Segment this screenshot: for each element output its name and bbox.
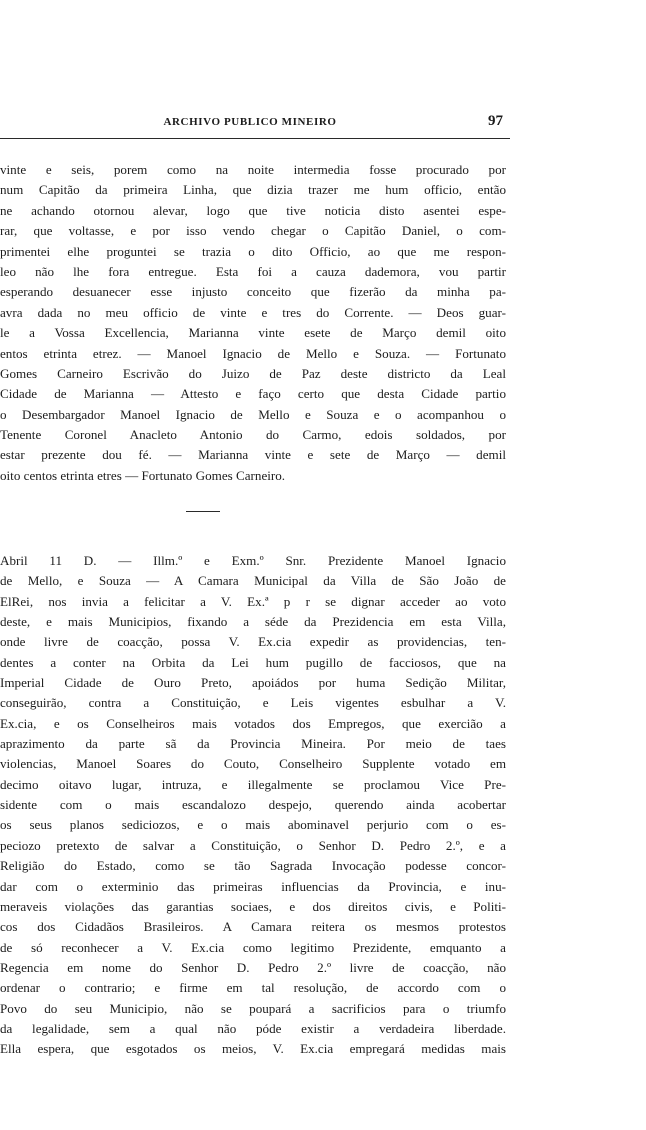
text-line: da legalidade, sem a qual não póde existir a verdadeira liberdade. [0,1020,506,1036]
text-line: decimo oitavo lugar, intruza, e illegalmente se proclamou Vice Pre- [0,776,506,792]
text-line: esperando desuanecer esse injusto conceito que fizerão da minha pa- [0,284,506,300]
text-line: dar com o exterminio das primeiras influencias da Provincia, e inu- [0,878,506,894]
text-line: primentei elhe proguntei se trazia o dito Officio, ao que me respon- [0,243,506,259]
text-line: dentes a conter na Orbita da Lei hum pugillo de facciosos, que na [0,654,506,670]
header-rule [0,138,510,139]
text-line: de só reconhecer a V. Ex.cia como legitimo Prezidente, emquanto a [0,939,506,955]
text-line: o Desembargador Manoel Ignacio de Mello e Souza e o acompanhou o [0,406,506,422]
text-line: Abril 11 D. — Illm.º e Exm.º Snr. Prezidente Manoel Ignacio [0,553,506,568]
text-line: onde livre de coacção, possa V. Ex.cia expedir as providencias, ten- [0,634,506,650]
text-line: conseguirão, contra a Constituição, e Leis vigentes esbulhar a V. [0,695,506,711]
text-line: violencias, Manoel Soares do Couto, Conselheiro Supplente votado em [0,756,506,772]
text-line: peciozo pretexto de salvar a Constituição, o Senhor D. Pedro 2.º, e a [0,837,506,853]
text-line: deste, e mais Municipios, fixando a séde da Prezidencia em esta Villa, [0,614,506,630]
text-line: Ella espera, que esgotados os meios, V. Ex.cia empregará medidas mais [0,1041,506,1057]
page-number: 97 [488,113,503,129]
text-line: entos etrinta etrez. — Manoel Ignacio de Mello e Souza. — Fortunato [0,345,506,361]
text-line: ne achando otornou alevar, logo que tive noticia disto asentei espe- [0,202,506,218]
text-line: oito centos etrinta etres — Fortunato Gomes Carneiro. [0,467,286,483]
text-line: estar prezente dou fé. — Marianna vinte e sete de Março — demil [0,447,506,463]
text-line: Religião do Estado, como se tão Sagrada Invocação podesse concor- [0,858,506,874]
text-line: num Capitão da primeira Linha, que dizia trazer me hum officio, então [0,182,506,198]
running-title: ARCHIVO PUBLICO MINEIRO [163,116,337,128]
text-line: Gomes Carneiro Escrivão do Juizo de Paz deste districto da Leal [0,365,506,381]
text-line: ElRei, nos invia a felicitar a V. Ex.ª p r se dignar acceder ao voto [0,593,506,609]
text-line: vinte e seis, porem como na noite intermedia fosse procurado por [0,162,506,177]
text-line: Ex.cia, e os Conselheiros mais votados dos Empregos, que exercião a [0,715,506,731]
text-line: rar, que voltasse, e por isso vendo chegar o Capitão Daniel, o com- [0,223,506,239]
text-line: cos dos Cidadãos Brasileiros. A Camara reitera os mesmos protestos [0,919,506,935]
text-line: Tenente Coronel Anacleto Antonio do Carmo, edois soldados, por [0,427,506,443]
text-line: ordenar o contrario; e firme em tal resolução, de accordo com o [0,980,506,996]
text-line: sidente com o mais escandalozo despejo, querendo ainda acobertar [0,797,506,813]
section-separator [186,511,220,512]
text-line: leo não lhe fora entregue. Esta foi a cauza dademora, vou partir [0,263,506,279]
letter-continuation [0,160,506,486]
text-line: aprazimento da parte sã da Provincia Mineira. Por meio de taes [0,736,506,752]
text-line: os seus planos sediciozos, e o mais abominavel perjurio com o es- [0,817,506,833]
text-line: Cidade de Marianna — Attesto e faço certo que desta Cidade partio [0,386,506,402]
text-line: Povo do seu Municipio, não se poupará a sacrificios para o triumfo [0,1000,506,1016]
text-line: Regencia em nome do Senhor D. Pedro 2.º livre de coacção, não [0,959,506,975]
text-line: de Mello, e Souza — A Camara Municipal da Villa de São João de [0,573,506,589]
text-line: meraveis violações das garantias sociaes, e dos direitos civis, e Politi- [0,898,506,914]
text-line: Imperial Cidade de Ouro Preto, apoiádos por huma Sedição Militar, [0,675,506,691]
text-line: avra dada no meu officio de vinte e tres do Corrente. — Deos guar- [0,304,506,320]
camara-letter [0,551,506,1060]
text-line: le a Vossa Excellencia, Marianna vinte esete de Março demil oito [0,325,506,341]
page-header [0,113,510,136]
